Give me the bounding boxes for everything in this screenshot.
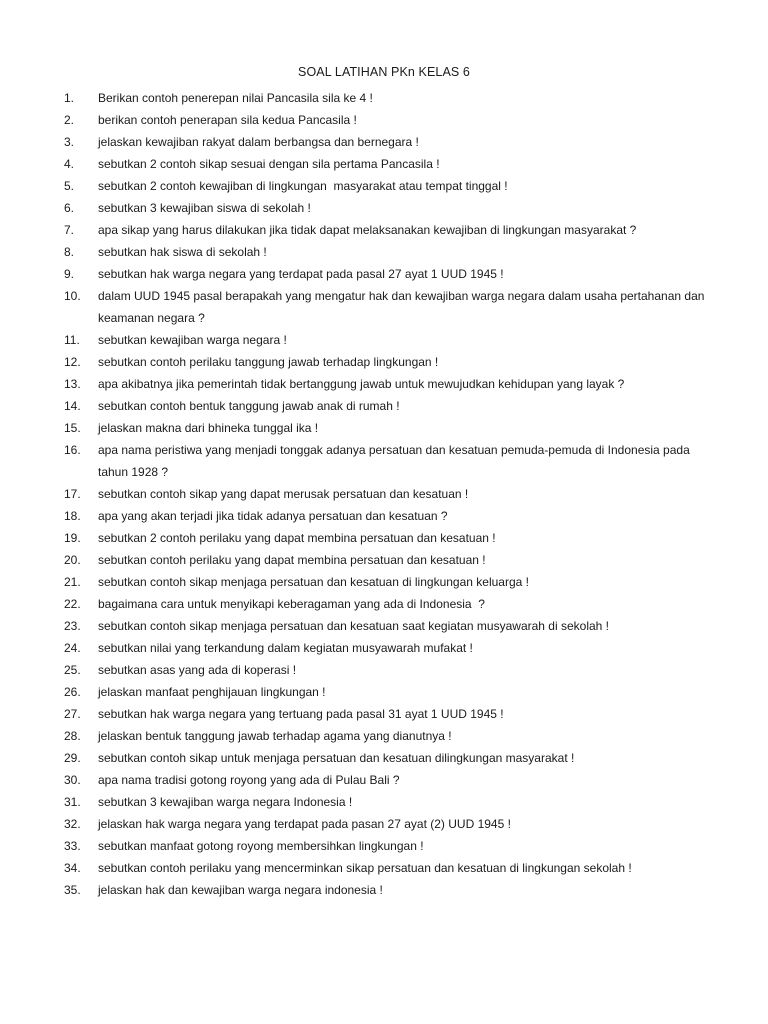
question-item bbox=[0, 527, 768, 549]
question-text: sebutkan contoh sikap menjaga persatuan dan kesatuan saat kegiatan musyawarah di sekolah ! bbox=[98, 619, 609, 633]
question-text: Berikan contoh penerepan nilai Pancasila sila ke 4 ! bbox=[98, 91, 373, 105]
question-item bbox=[0, 285, 768, 329]
question-number: 15. bbox=[64, 421, 81, 435]
question-text: berikan contoh penerapan sila kedua Pancasila ! bbox=[98, 113, 357, 127]
question-item bbox=[0, 351, 768, 373]
question-text: sebutkan contoh sikap untuk menjaga persatuan dan kesatuan dilingkungan masyarakat ! bbox=[98, 751, 575, 765]
question-item bbox=[0, 769, 768, 791]
question-item bbox=[0, 153, 768, 175]
question-item bbox=[0, 87, 768, 109]
question-item bbox=[0, 703, 768, 725]
question-text: sebutkan 3 kewajiban warga negara Indonesia ! bbox=[98, 795, 353, 809]
question-number: 34. bbox=[64, 861, 81, 875]
question-item bbox=[0, 439, 768, 483]
question-number: 27. bbox=[64, 707, 81, 721]
question-text: jelaskan makna dari bhineka tunggal ika ! bbox=[98, 421, 319, 435]
question-item bbox=[0, 857, 768, 879]
question-item bbox=[0, 219, 768, 241]
question-text: sebutkan contoh perilaku tanggung jawab terhadap lingkungan ! bbox=[98, 355, 439, 369]
question-number: 25. bbox=[64, 663, 81, 677]
question-text: sebutkan 2 contoh kewajiban di lingkungan masyarakat atau tempat tinggal ! bbox=[98, 179, 508, 193]
question-text: sebutkan hak siswa di sekolah ! bbox=[98, 245, 267, 259]
question-item bbox=[0, 373, 768, 395]
question-number: 12. bbox=[64, 355, 81, 369]
question-text: apa nama tradisi gotong royong yang ada di Pulau Bali ? bbox=[98, 773, 400, 787]
question-number: 26. bbox=[64, 685, 81, 699]
question-number: 2. bbox=[64, 113, 75, 127]
question-number: 22. bbox=[64, 597, 81, 611]
question-number: 33. bbox=[64, 839, 81, 853]
question-number: 20. bbox=[64, 553, 81, 567]
question-number: 5. bbox=[64, 179, 75, 193]
question-number: 14. bbox=[64, 399, 81, 413]
question-number: 23. bbox=[64, 619, 81, 633]
question-item bbox=[0, 813, 768, 835]
question-number: 4. bbox=[64, 157, 75, 171]
question-number: 32. bbox=[64, 817, 81, 831]
question-number: 29. bbox=[64, 751, 81, 765]
question-item bbox=[0, 879, 768, 901]
question-text: sebutkan 3 kewajiban siswa di sekolah ! bbox=[98, 201, 311, 215]
question-number: 35. bbox=[64, 883, 81, 897]
question-item bbox=[0, 835, 768, 857]
question-text: sebutkan contoh perilaku yang mencerminkan sikap persatuan dan kesatuan di lingkungan sekolah ! bbox=[98, 861, 632, 875]
question-text: apa yang akan terjadi jika tidak adanya persatuan dan kesatuan ? bbox=[98, 509, 448, 523]
question-item bbox=[0, 791, 768, 813]
question-item bbox=[0, 131, 768, 153]
question-item bbox=[0, 725, 768, 747]
question-text: jelaskan hak dan kewajiban warga negara indonesia ! bbox=[98, 883, 383, 897]
question-number: 30. bbox=[64, 773, 81, 787]
question-number: 28. bbox=[64, 729, 81, 743]
question-number: 13. bbox=[64, 377, 81, 391]
question-item bbox=[0, 109, 768, 131]
question-text: apa nama peristiwa yang menjadi tonggak adanya persatuan dan kesatuan pemuda-pemuda di Indonesia pada tahun 1928 ? bbox=[98, 443, 694, 479]
question-item bbox=[0, 329, 768, 351]
question-item bbox=[0, 241, 768, 263]
question-item bbox=[0, 395, 768, 417]
question-number: 24. bbox=[64, 641, 81, 655]
question-text: jelaskan hak warga negara yang terdapat pada pasan 27 ayat (2) UUD 1945 ! bbox=[98, 817, 511, 831]
question-text: sebutkan asas yang ada di koperasi ! bbox=[98, 663, 297, 677]
question-text: dalam UUD 1945 pasal berapakah yang mengatur hak dan kewajiban warga negara dalam usaha pertahanan dan keamanan negara ? bbox=[98, 289, 708, 325]
question-text: apa akibatnya jika pemerintah tidak bertanggung jawab untuk mewujudkan kehidupan yang layak ? bbox=[98, 377, 625, 391]
question-text: sebutkan 2 contoh sikap sesuai dengan sila pertama Pancasila ! bbox=[98, 157, 440, 171]
question-text: sebutkan hak warga negara yang tertuang pada pasal 31 ayat 1 UUD 1945 ! bbox=[98, 707, 504, 721]
question-number: 3. bbox=[64, 135, 75, 149]
question-item bbox=[0, 593, 768, 615]
question-text: sebutkan kewajiban warga negara ! bbox=[98, 333, 287, 347]
question-text: bagaimana cara untuk menyikapi keberagaman yang ada di Indonesia ? bbox=[98, 597, 485, 611]
question-item bbox=[0, 681, 768, 703]
question-number: 31. bbox=[64, 795, 81, 809]
question-text: sebutkan contoh sikap menjaga persatuan dan kesatuan di lingkungan keluarga ! bbox=[98, 575, 529, 589]
question-number: 9. bbox=[64, 267, 75, 281]
question-item bbox=[0, 483, 768, 505]
question-number: 17. bbox=[64, 487, 81, 501]
question-item bbox=[0, 659, 768, 681]
question-item bbox=[0, 417, 768, 439]
question-text: sebutkan 2 contoh perilaku yang dapat membina persatuan dan kesatuan ! bbox=[98, 531, 496, 545]
question-text: sebutkan hak warga negara yang terdapat pada pasal 27 ayat 1 UUD 1945 ! bbox=[98, 267, 504, 281]
question-text: apa sikap yang harus dilakukan jika tidak dapat melaksanakan kewajiban di lingkungan masyarakat ? bbox=[98, 223, 637, 237]
question-text: sebutkan contoh sikap yang dapat merusak persatuan dan kesatuan ! bbox=[98, 487, 469, 501]
question-text: sebutkan manfaat gotong royong membersihkan lingkungan ! bbox=[98, 839, 424, 853]
question-number: 16. bbox=[64, 443, 81, 457]
question-number: 18. bbox=[64, 509, 81, 523]
question-number: 19. bbox=[64, 531, 81, 545]
question-item bbox=[0, 637, 768, 659]
question-item bbox=[0, 197, 768, 219]
question-number: 6. bbox=[64, 201, 75, 215]
question-list bbox=[0, 87, 768, 901]
question-item bbox=[0, 747, 768, 769]
question-text: jelaskan bentuk tanggung jawab terhadap agama yang dianutnya ! bbox=[98, 729, 452, 743]
question-number: 1. bbox=[64, 91, 75, 105]
question-item bbox=[0, 175, 768, 197]
question-item bbox=[0, 505, 768, 527]
question-number: 7. bbox=[64, 223, 75, 237]
question-text: sebutkan nilai yang terkandung dalam kegiatan musyawarah mufakat ! bbox=[98, 641, 473, 655]
question-number: 21. bbox=[64, 575, 81, 589]
question-number: 10. bbox=[64, 289, 81, 303]
question-item bbox=[0, 263, 768, 285]
question-number: 11. bbox=[64, 333, 80, 347]
question-item bbox=[0, 549, 768, 571]
question-number: 8. bbox=[64, 245, 75, 259]
question-text: jelaskan kewajiban rakyat dalam berbangsa dan bernegara ! bbox=[98, 135, 419, 149]
question-item bbox=[0, 571, 768, 593]
question-text: sebutkan contoh perilaku yang dapat membina persatuan dan kesatuan ! bbox=[98, 553, 486, 567]
question-text: sebutkan contoh bentuk tanggung jawab anak di rumah ! bbox=[98, 399, 400, 413]
question-text: jelaskan manfaat penghijauan lingkungan ! bbox=[98, 685, 326, 699]
document-title: SOAL LATIHAN PKn KELAS 6 bbox=[298, 65, 470, 79]
question-item bbox=[0, 615, 768, 637]
